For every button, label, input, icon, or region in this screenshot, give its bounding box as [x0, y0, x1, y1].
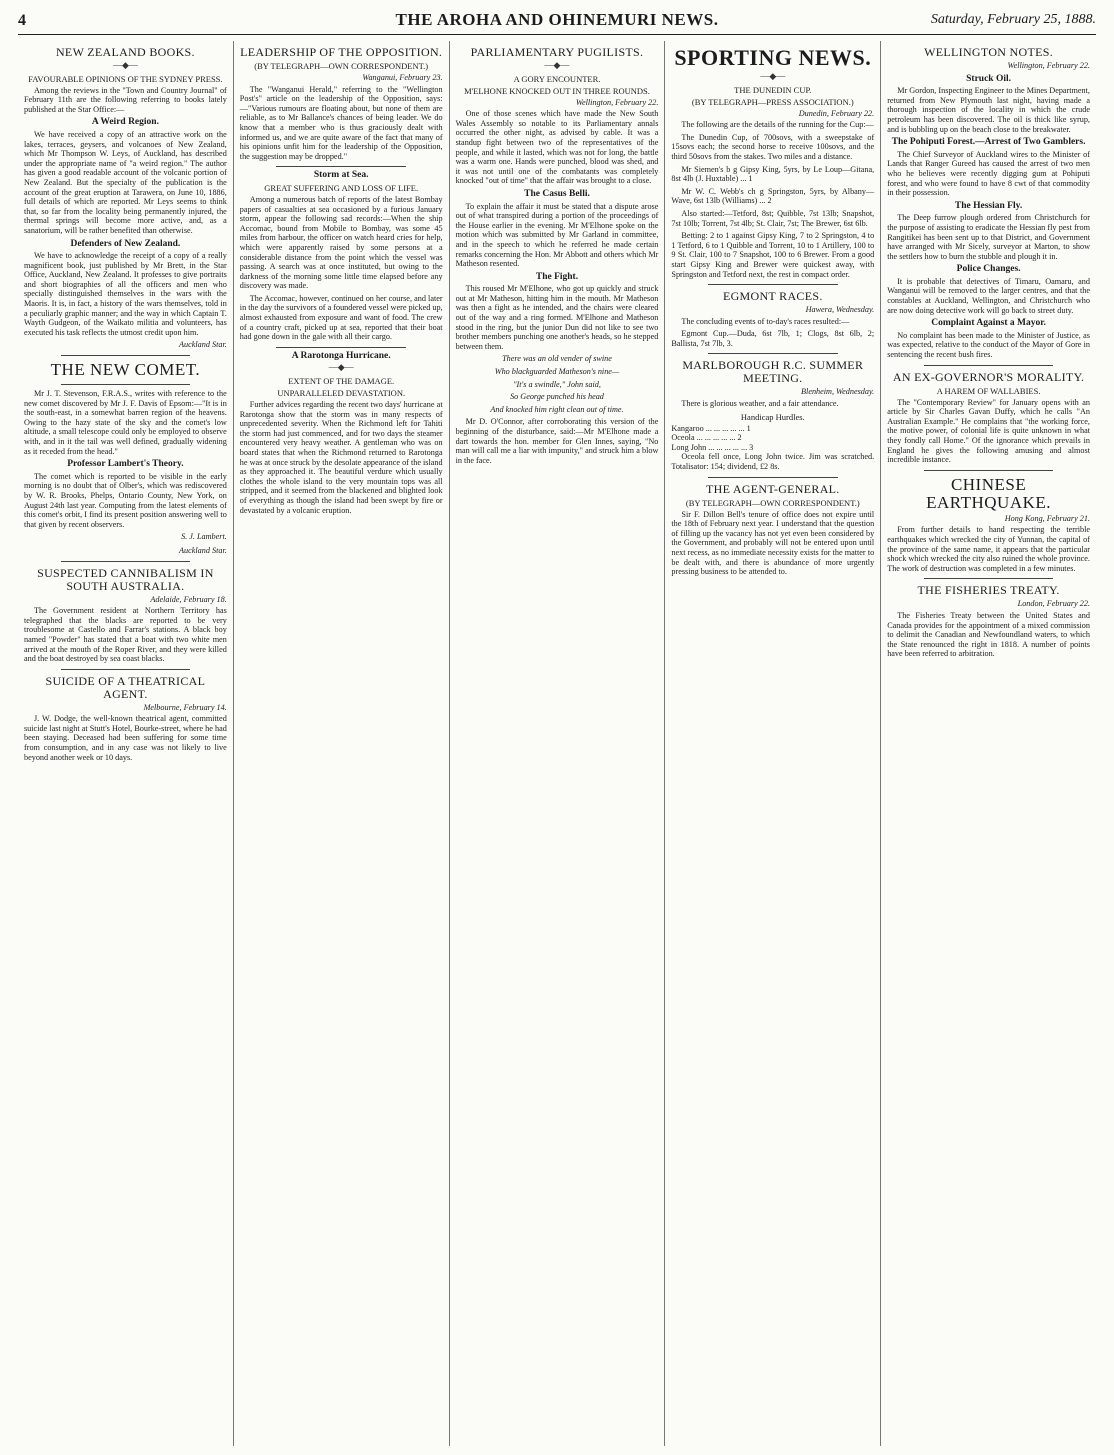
article-paragraph: The "Contemporary Review" for January opens with an article by Sir Charles Gavan Duffy, which he calls "An Australian Example." He complains that "the working force, the motive power, of colonial life is quite unknown in what they fondly call Home." Of the ignorance which prevails in England he gives the following amusing and almost incredible instance. — [887, 397, 1090, 465]
subhead: (BY TELEGRAPH—OWN CORRESPONDENT.) — [685, 497, 860, 508]
race-result: Mr W. C. Webb's ch g Springston, 5yrs, by Albany—Wave, 6st 13lb (Williams) ... 2 — [671, 186, 875, 206]
source-credit: Auckland Star. — [179, 545, 227, 555]
divider — [708, 477, 838, 478]
divider — [276, 347, 406, 348]
article-paragraph: Mr J. T. Stevenson, F.R.A.S., writes with reference to the new comet discovered by Mr J. F. Davis of Epsom:—"It is in the south-east, in a somewhat barren region of the heavens. Owing to the hazy state of the sky and the comet's low altitude, a small telescope could only be employed to observe with, and in it the tail was well defined, gradually widening as it receded from the head." — [24, 389, 227, 456]
subhead: FAVOURABLE OPINIONS OF THE SYDNEY PRESS. — [28, 73, 223, 84]
headline-suicide: SUICIDE OF A THEATRICAL AGENT. — [45, 673, 206, 701]
headline-nz-books: NEW ZEALAND BOOKS. — [55, 45, 195, 59]
ornament: —◆— — [760, 71, 786, 81]
section-subhead: A Rarotonga Hurricane. — [291, 350, 391, 361]
race-result: Mr Siemen's b g Gipsy King, 5yrs, by Le Loup—Gitana, 8st 4lb (J. Huxtable) ... 1 — [671, 164, 875, 184]
race-result: Oceola ... ... ... ... ... 2 — [671, 433, 742, 443]
subhead: UNPARALLELED DEVASTATION. — [277, 388, 406, 399]
article-paragraph: Further advices regarding the recent two days' hurricane at Rarotonga show that the storm was in many respects of unprecedented severity. When the Richmond left for Tahiti the storm had just commenced, and for two days the steamer encountered very heavy weather. A gentleman who was on board states that when the Richmond returned to Rarotonga he was at once struck by the desolate appearance of the island as they approached it. The beautiful verdure which usually clothes the whole island to the very mountain tops was all stripped, and it seemed from the blackened and blighted look of everything as though the island had been swept by fire or devastated by a volcanic eruption. — [239, 400, 443, 515]
signature: S. J. Lambert. — [181, 532, 227, 542]
article-paragraph: Betting: 2 to 1 against Gipsy King, 7 to 2 Springston, 4 to 1 Tetford, 6 to 1 Quibble and Torrent, 10 to 1 Artillery, 100 to 9 St. Clair, 100 to 7 Snapshot, 100 to 6 Brewer. From a good start Gipsy King and Brewer were quickest away, with Springston and Tetford next, the rest in compact order. — [671, 231, 875, 279]
section-subhead: Complaint Against a Mayor. — [931, 318, 1046, 329]
headline-agent-general: THE AGENT-GENERAL. — [705, 481, 840, 496]
section-subhead: A Weird Region. — [91, 117, 159, 128]
article-paragraph: Oceola fell once, Long John twice. Jim was scratched. Totalisator: 154; dividend, £2 8s. — [671, 452, 875, 472]
divider — [708, 284, 838, 285]
article-paragraph: This roused Mr M'Elhone, who got up quickly and struck out at Mr Matheson, hitting him in the mouth. Mr Matheson was then a fight as he intended, and the chairs were cleared out of the way and a ring formed. M'Elhone and Matheson stood in the ring, but the junior Dun did not like to see two brother members punching one another's heads, so he stepped between them. — [455, 284, 659, 351]
article-paragraph: From further details to hand respecting the terrible earthquakes which wrecked the city of Yunnan, the capital of the province of the same name, it appears that the particular shock which wrecked the city also ruined the whole province. The work of destruction was completed in a few minutes. — [887, 525, 1090, 573]
dateline: Wellington, February 22. — [1007, 61, 1090, 70]
dateline: Wellington, February 22. — [575, 97, 659, 107]
article-paragraph: Among the reviews in the "Town and Country Journal" of February 11th are the following referring to books lately published at the Star Office:— — [24, 85, 227, 114]
divider — [61, 561, 191, 562]
race-result: Kangaroo ... ... ... ... ... 1 — [671, 423, 751, 433]
headline-pugilists: PARLIAMENTARY PUGILISTS. — [470, 45, 644, 59]
subhead: THE DUNEDIN CUP. — [734, 84, 812, 95]
article-paragraph: The Chief Surveyor of Auckland wires to the Minister of Lands that Ranger Gureed has caused the arrest of two men who he believes were recently digging gum at Pohiputi forest, and who were found to have 8 cwt of that commodity in their possession. — [887, 149, 1090, 198]
source-credit: Auckland Star. — [179, 340, 227, 350]
column-3 — [450, 41, 666, 1446]
headline-fisheries-treaty: THE FISHERIES TREATY. — [917, 583, 1060, 598]
article-paragraph: We have received a copy of an attractive work on the lakes, terraces, geysers, and volcanoes of New Zealand, which Mr Thompson W. Leys, of Auckland, has described under the appropriate name of "a weird region." The author has given a good readable account of the volcanic portion of New Zealand. But the specialty of the publication is the account of the great eruption at Tarawera, on June 10, 1886, full details of which are reported. Mr Leys seems to think that, so far from the locality being permanently injured, the thermal springs will become more active, and, as a sanatorium, will be rather benefited than otherwise. — [24, 129, 227, 235]
ornament: —◆— — [112, 60, 138, 70]
verse-line: Who blackguarded Matheson's nine— — [494, 367, 620, 377]
section-subhead: The Hessian Fly. — [954, 200, 1023, 211]
verse-line: So George punched his head — [510, 392, 604, 402]
article-paragraph: J. W. Dodge, the well-known theatrical agent, committed suicide last night at Stutt's Hotel, Bourke-street, where he had been staying. Deceased had been suffering for some time from consumption, and in any case was not likely to live beyond another week or 10 days. — [24, 714, 227, 762]
headline-ex-governor: AN EX-GOVERNOR'S MORALITY. — [892, 369, 1085, 384]
newspaper-title: THE AROHA AND OHINEMURI NEWS. — [395, 10, 719, 29]
ornament: —◆— — [544, 60, 570, 70]
ornament: —◆— — [328, 362, 354, 373]
subhead: M'ELHONE KNOCKED OUT IN THREE ROUNDS. — [464, 85, 650, 96]
verse-line: And knocked him right clean out of time. — [490, 404, 624, 414]
headline-chinese-earthquake: CHINESE EARTHQUAKE. — [926, 474, 1052, 512]
article-paragraph: It is probable that detectives of Timaru, Oamaru, and Wanganui will be removed to the larger centres, and that the constables at Auckland, Wellington, and Christchurch who are now doing detective work will go back to street duty. — [887, 276, 1090, 315]
article-paragraph: To explain the affair it must be stated that a dispute arose out of what transpired during a portion of the proceedings of the House earlier in the evening. Mr M'Elhone spoke on the motion which was submitted by Mr Garland in committee, and in the speech to which he referred he made certain remarks concerning the Hon. Mr Abbott and others which Mr Matheson resented. — [455, 201, 659, 269]
verse-line: There was an old vender of swine — [502, 354, 612, 364]
article-paragraph: The following are the details of the running for the Cup:— — [681, 120, 874, 130]
article-paragraph: Egmont Cup.—Duda, 6st 7lb, 1; Clogs, 8st 6lb, 2; Ballista, 7st 7lb, 3. — [671, 329, 875, 348]
subhead: (BY TELEGRAPH—PRESS ASSOCIATION.) — [691, 96, 854, 107]
subhead: (BY TELEGRAPH—OWN CORRESPONDENT.) — [254, 61, 429, 71]
dateline: Blenheim, Wednesday. — [801, 387, 875, 397]
subhead: A HAREM OF WALLABIES. — [936, 385, 1041, 396]
section-subhead: Struck Oil. — [966, 73, 1012, 84]
divider — [61, 355, 191, 356]
dateline: Hawera, Wednesday. — [805, 305, 875, 315]
column-5 — [881, 41, 1096, 1446]
divider — [61, 384, 191, 385]
divider — [61, 669, 191, 670]
article-paragraph: There is glorious weather, and a fair attendance. — [681, 399, 839, 409]
headline-egmont-races: EGMONT RACES. — [722, 289, 823, 304]
section-subhead: The Casus Belli. — [524, 188, 590, 199]
dateline: Hong Kong, February 21. — [1004, 513, 1090, 523]
headline-sporting-news: SPORTING NEWS. — [674, 45, 872, 70]
article-paragraph: The Deep furrow plough ordered from Christchurch for the purpose of assisting to eradicate the Hessian fly pest from Rangitikei has been sent up to that District, and Government have arranged with Mr Sicely, surveyor at Marton, to show the settlers how to burn the stubble and plough it in. — [887, 213, 1090, 261]
article-paragraph: We have to acknowledge the receipt of a copy of a really magnificent book, just published by Mr Brett, in the Star Office, Auckland, New Zealand. It professes to give portraits and short biographies of all the officers and men who specially distinguished themselves in the wars with the Maoris. It is, in fact, a history of the wars themselves, told in a peculiarly graphic manner; and the way in which Captain T. Wayth Gudgeon, of the Waikato militia and volunteers, has executed his task reflects the utmost credit upon him. — [24, 251, 227, 337]
page-columns — [18, 41, 1096, 1446]
article-paragraph: The comet which is reported to be visible in the early morning is no doubt that of Olber's, which was rediscovered by W. R. Brooks, Phelps, Ontario County, New York, on August 24th last year. Computing from the latest elements of this comet's orbit, I find its present position answering well to that given by recent observers. — [24, 471, 227, 529]
masthead — [18, 0, 1096, 35]
divider — [924, 470, 1054, 471]
subhead: A GORY ENCOUNTER. — [513, 73, 601, 84]
dateline: Wanganui, February 23. — [362, 73, 443, 82]
divider — [924, 578, 1054, 579]
article-paragraph: Mr D. O'Connor, after corroborating this version of the beginning of the disturbance, said:—Mr M'Elhone made a dart towards the hon. member for Glen Innes, saying, "No man will call me a liar with impunity," and struck him a blow in the face. — [455, 417, 659, 465]
article-paragraph: No complaint has been made to the Minister of Justice, as was expected, relative to the conduct of the Mayor of Gore in sentencing the recent bush fires. — [887, 330, 1090, 360]
race-result: Long John ... ... ... ... ... 3 — [671, 442, 754, 452]
section-subhead: The Fight. — [535, 271, 579, 282]
column-1 — [18, 41, 234, 1446]
section-subhead: The Pohiputi Forest.—Arrest of Two Gamblers. — [891, 137, 1086, 148]
article-paragraph: The Dunedin Cup, of 700sovs, with a sweepstake of 15sovs each; the second horse to receive 100sovs, and the third 50sovs from the stakes. Two miles and a distance. — [671, 132, 875, 161]
dateline: London, February 22. — [1017, 599, 1090, 609]
article-paragraph: The Accomac, however, continued on her course, and later in the day the survivors of a foundered vessel were picked up, almost exhausted from exposure and want of food. The crew of a country craft, picked up at sea, reported that their boat had gone down in the gale with all their cargo. — [239, 293, 443, 342]
subhead: EXTENT OF THE DAMAGE. — [288, 376, 395, 387]
article-paragraph: The "Wanganui Herald," referring to the "Wellington Post's" article on the leadership of the Opposition, says:—"Various rumours are floating about, but none of them are reliable, as to Mr Ballance's chances of being leader. We do know that a member who is thus graciously dealt with informed us, and we are quite aware of the fact that many of his opinions unfit him for the leadership of the Opposition, the suggestion may be dropped." — [239, 84, 443, 161]
dateline: Dunedin, February 22. — [798, 108, 875, 118]
subhead: Handicap Hurdles. — [740, 411, 805, 422]
column-4 — [665, 41, 881, 1446]
article-paragraph: Among a numerous batch of reports of the latest Bombay papers of casualties at sea occasioned by a furious January storm, appear the following sad records:—When the ship Accomac, bound from Mobile to Bombay, was some 45 miles from harbour, the officer on watch heard cries for help, which were apparently raised by some persons at a considerable distance from the point which the vessel was passing. A search was at once instituted, but owing to the darkness of the morning some little time elapsed before any discovery was made. — [239, 194, 443, 291]
page-number: 4 — [18, 12, 26, 29]
article-paragraph: Sir F. Dillon Bell's tenure of office does not expire until the 18th of February next year. I understand that the question of filling up the vacancy has not yet even been considered by the Government, and probably will not be entered upon until next recess, as no immediate necessity exists for the matter to be dealt with, and there is abundance of more urgently pressing business to be attended to. — [671, 509, 875, 577]
divider — [924, 365, 1054, 366]
section-subhead: Professor Lambert's Theory. — [67, 459, 184, 470]
article-paragraph: The Fisheries Treaty between the United States and Canada provides for the appointment of a mixed commission to delimit the Canadian and Newfoundland waters, to which the State renounced the right in 1818. A number of points have been referred to arbitration. — [887, 610, 1090, 659]
section-subhead: Defenders of New Zealand. — [70, 238, 181, 249]
article-paragraph: One of those scenes which have made the New South Wales Assembly so notable to its Parliamentary annals occurred the other night, as advised by cable. It was a standup fight between two of the representatives of the people, and while it lasted, which was not for long, the battle was a warm one. Hands were punched, blood was shed, and it was not until one of the combatants was completely knocked "out of time" that the affair was brought to a close. — [455, 109, 659, 186]
column-2 — [234, 41, 450, 1446]
article-paragraph: Mr Gordon, Inspecting Engineer to the Mines Department, returned from New Plymouth last night, having made a thorough inspection of the locality in which the crude petroleum has been discovered. The oil is thick like syrup, and is bubbling up on the beach close to the breakwater. — [887, 86, 1090, 134]
dateline: Adelaide, February 18. — [150, 594, 227, 604]
article-paragraph: The concluding events of to-day's races resulted:— — [681, 316, 850, 326]
subhead: GREAT SUFFERING AND LOSS OF LIFE. — [264, 182, 419, 193]
article-paragraph: The Government resident at Northern Territory has telegraphed that the blacks are reported to be very troublesome at Castello and Farrar's stations. A black boy named "Powder" has stated that a boat with two white men arrived at the mouth of the Roper River, and they were killed and the boat destroyed by sea coast blacks. — [24, 606, 227, 664]
headline-marlborough: MARLBOROUGH R.C. SUMMER MEETING. — [682, 358, 864, 386]
dateline: Melbourne, February 14. — [143, 702, 227, 712]
section-subhead: Storm at Sea. — [313, 170, 369, 181]
headline-leadership: LEADERSHIP OF THE OPPOSITION. — [240, 45, 443, 59]
issue-date: Saturday, February 25, 1888. — [930, 12, 1096, 27]
headline-wellington-notes: WELLINGTON NOTES. — [924, 45, 1054, 59]
verse-line: "It's a swindle," John said, — [513, 379, 601, 389]
article-paragraph: Also started:—Tetford, 8st; Quibble, 7st 13lb; Snapshot, 7st 10lb; Torrent, 7st 4lb; St. Clair, 7st; The Brewer, 6st 6lb. — [671, 208, 875, 228]
headline-new-comet: THE NEW COMET. — [50, 360, 201, 380]
headline-cannibalism: SUSPECTED CANNIBALISM IN SOUTH AUSTRALIA. — [37, 565, 214, 593]
divider — [708, 353, 838, 354]
divider — [276, 166, 406, 167]
section-subhead: Police Changes. — [956, 264, 1021, 275]
